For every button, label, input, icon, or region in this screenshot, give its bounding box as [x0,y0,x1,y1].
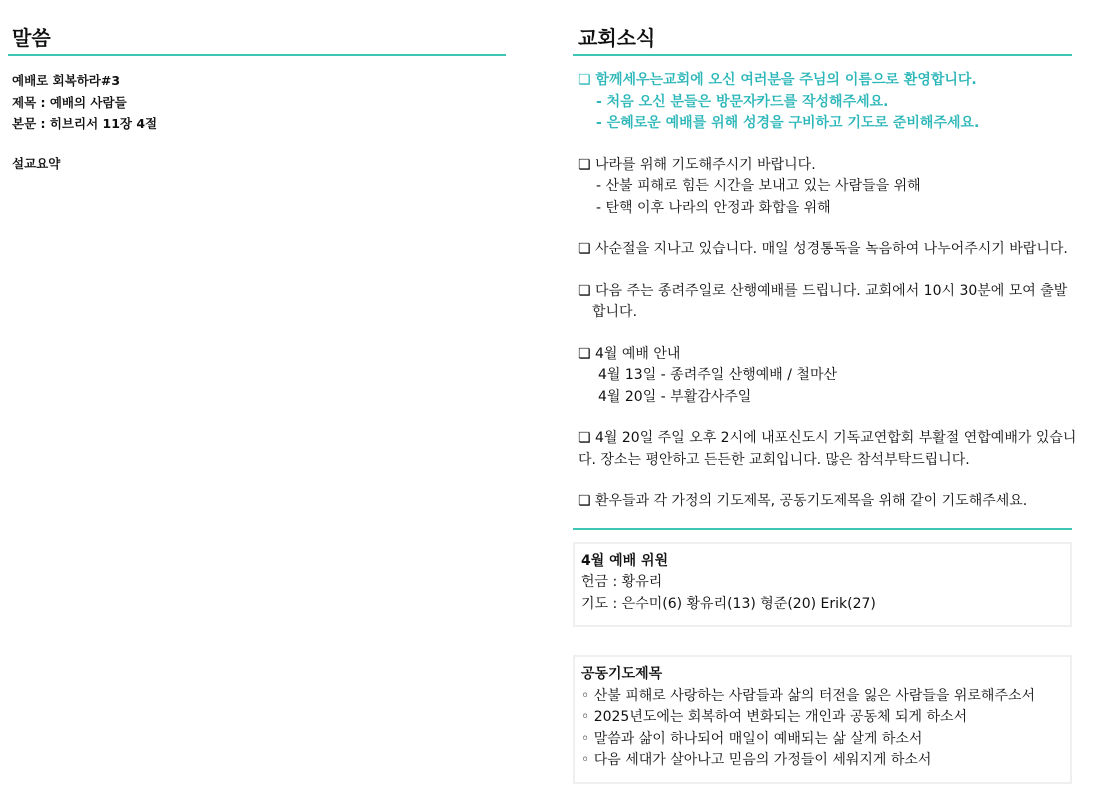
prayer-list-item: ◦ 2025년도에는 회복하여 변화되는 개인과 공동체 되게 하소서 [581,709,968,725]
news-item-april-schedule: ❏ 4월 예배 안내 4월 13일 - 종려주일 산행예배 / 철마산 4월 20일 - 부활감사주일 [578,345,838,405]
sermon-column [8,22,506,174]
prayer-role: 기도 : 은수미(6) 황유리(13) 형준(20) Erik(27) [581,595,876,612]
worship-roles-title: 4월 예배 위원 [581,552,669,569]
news-item-prayer-request: ❏ 환우들과 각 가정의 기도제목, 공동기도제목을 위해 같이 기도해주세요. [578,493,1028,509]
prayer-list-item: ◦ 산불 피해로 사랑하는 사람들과 삶의 터전을 잃은 사람들을 위로해주소서 [581,687,1036,704]
prayer-list-item: ◦ 다음 세대가 살아나고 믿음의 가정들이 세워지게 하소서 [581,752,932,768]
sermon-series: 예배로 회복하라#3 [12,73,121,88]
section-divider [573,528,1072,530]
news-item-easter-service: ❏ 4월 20일 주일 오후 2시에 내포신도시 기독교연합회 부활절 연합예배가 있습니 다. 장소는 평안하고 든든한 교회입니다. 많은 참석부탁드립니다. [578,430,1077,468]
news-item-nation-prayer: ❏ 나라를 위해 기도해주시기 바랍니다. - 산불 피해로 힘든 시간을 보내고 있는 사람들을 위해 - 탄핵 이후 나라의 안정과 화합을 위해 [578,156,921,216]
worship-roles-box [573,542,1072,628]
offering-role: 헌금 : 황유리 [581,574,663,590]
news-section-title: 교회소식 [573,22,1072,56]
sermon-subject: 제목 : 예배의 사람들 [12,94,127,110]
news-item-welcome: ❏ 함께세우는교회에 오신 여러분을 주님의 이름으로 환영합니다. - 처음 오신 분들은 방문자카드를 작성해주세요. - 은혜로운 예배를 위해 성경을 구비하고 기도로 준비해주세요. [578,72,980,131]
news-item-lent: ❏ 사순절을 지나고 있습니다. 매일 성경통독을 녹음하여 나누어주시기 바랍니다. [578,241,1068,257]
sermon-info [12,70,506,174]
common-prayer-box [573,655,1072,784]
sermon-passage: 본문 : 히브리서 11장 4절 [12,116,158,131]
common-prayer-title: 공동기도제목 [581,666,663,682]
news-column [573,22,1077,784]
prayer-list-item: ◦ 말씀과 삶이 하나되어 매일이 예배되는 삶 살게 하소서 [581,730,923,747]
sermon-section-title: 말씀 [8,22,506,56]
sermon-summary-label: 설교요약 [12,155,61,171]
news-list [578,70,1077,513]
news-item-hiking-worship: ❏ 다음 주는 종려주일로 산행예배를 드립니다. 교회에서 10시 30분에 모여 출발 합니다. [578,282,1068,320]
